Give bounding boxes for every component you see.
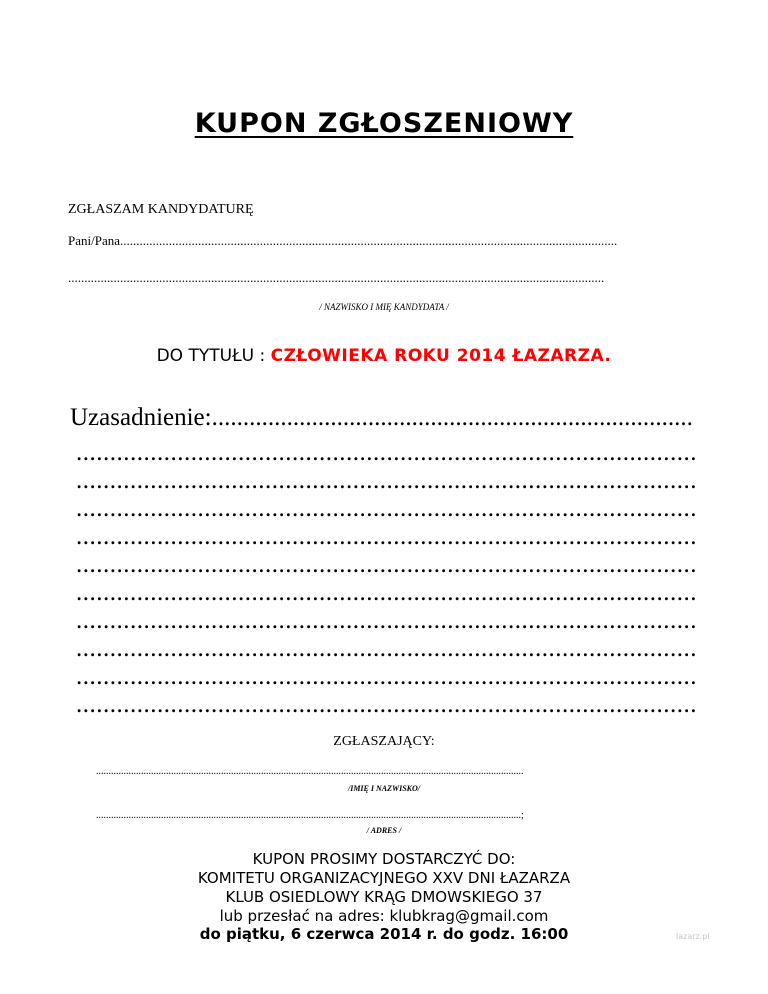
delivery-club-address: KLUB OSIEDLOWY KRĄG DMOWSKIEGO 37 xyxy=(225,888,543,906)
justification-line[interactable]: ............................................................................................ xyxy=(76,551,697,578)
deadline: do piątku, 6 czerwca 2014 r. do godz. 16:00 xyxy=(199,925,569,943)
award-prefix: DO TYTUŁU : xyxy=(156,346,271,366)
submitter-address-field[interactable]: ..........................................................................................................................................................................; xyxy=(96,810,524,821)
award-title: CZŁOWIEKA ROKU 2014 ŁAZARZA. xyxy=(270,346,612,366)
justification-line[interactable]: ............................................................................................ xyxy=(76,691,697,718)
submitter-label: ZGŁASZAJĄCY: xyxy=(333,734,435,749)
justification-line[interactable]: ............................................................................................ xyxy=(76,523,697,550)
justification-line[interactable]: ............................................................................................ xyxy=(76,495,697,522)
submitter-name-caption: /IMIĘ I NAZWISKO/ xyxy=(347,784,421,793)
candidate-name-caption: / NAZWISKO I MIĘ KANDYDATA / xyxy=(319,302,449,312)
form-title: KUPON ZGŁOSZENIOWY xyxy=(194,108,574,139)
justification-line[interactable]: ............................................................................................ xyxy=(76,663,697,690)
submitter-address-caption: / ADRES / xyxy=(366,826,402,835)
justification-line[interactable]: ............................................................................................ xyxy=(76,607,697,634)
submitter-name-field[interactable]: ........................................................................................................................................................................... xyxy=(96,766,524,777)
justification-line[interactable]: ............................................................................................ xyxy=(76,579,697,606)
justification-line[interactable]: ............................................................................................ xyxy=(76,467,697,494)
justification-label: Uzasadnienie:............................................................................. xyxy=(70,404,693,431)
justification-line[interactable]: ............................................................................................ xyxy=(76,635,697,662)
award-line xyxy=(0,346,768,366)
candidate-name-field[interactable]: Pani/Pana......................................................................................................................................................... xyxy=(68,233,618,248)
candidate-name-field-continued[interactable]: ..................................................................................................................................................................... xyxy=(68,270,605,285)
watermark: lazarz.pl xyxy=(676,932,710,941)
delivery-email: lub przesłać na adres: klubkrag@gmail.com xyxy=(219,907,549,925)
justification-line[interactable]: ............................................................................................ xyxy=(76,439,697,466)
candidate-intro: ZGŁASZAM KANDYDATURĘ xyxy=(68,202,254,217)
delivery-committee: KOMITETU ORGANIZACYJNEGO XXV DNI ŁAZARZA xyxy=(197,869,571,887)
delivery-instruction: KUPON PROSIMY DOSTARCZYĆ DO: xyxy=(252,850,516,868)
